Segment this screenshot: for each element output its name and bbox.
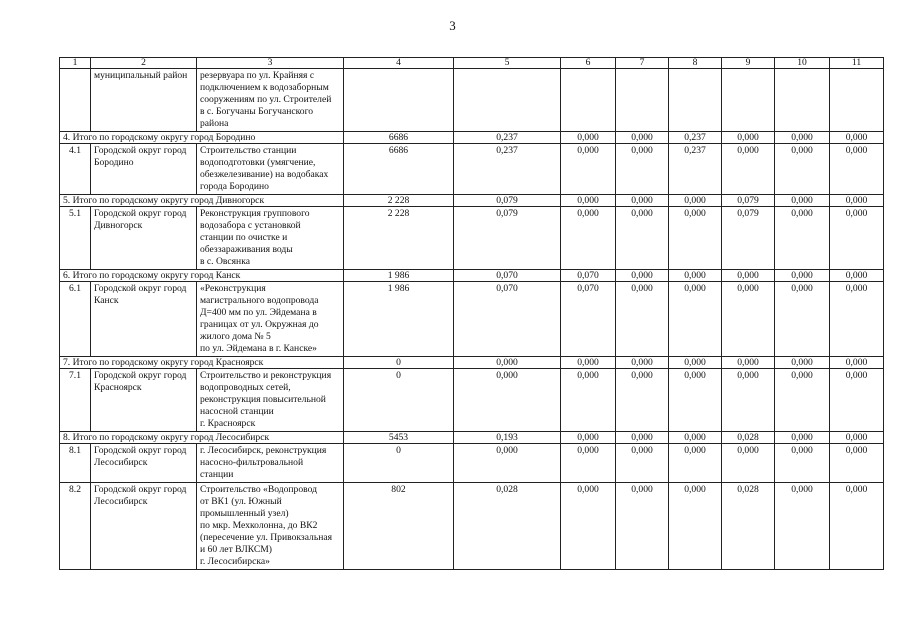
project-line: обезжелезивание) на водобаках bbox=[200, 169, 329, 180]
table-row bbox=[60, 369, 884, 432]
project-line: Строительство и реконструкция bbox=[200, 370, 332, 381]
value-col8: 0,000 bbox=[669, 282, 722, 357]
header-cell: 4 bbox=[344, 58, 454, 69]
value-col11: 0,000 bbox=[830, 357, 884, 369]
item-number: 7.1 bbox=[60, 369, 91, 432]
page-number: 3 bbox=[449, 18, 456, 33]
value-col6: 0,000 bbox=[561, 132, 616, 144]
project-line: реконструкция повысительной bbox=[200, 394, 326, 405]
value-col4: 2 228 bbox=[344, 195, 454, 207]
value-col10: 0,000 bbox=[775, 444, 830, 483]
table-row bbox=[60, 207, 884, 270]
project-line: в с. Овсянка bbox=[200, 256, 250, 267]
project-line: станции bbox=[200, 469, 234, 480]
value-col7: 0,000 bbox=[616, 144, 669, 195]
value-col10: 0,000 bbox=[775, 132, 830, 144]
total-row bbox=[60, 195, 884, 207]
total-row bbox=[60, 270, 884, 282]
header-cell: 9 bbox=[722, 58, 775, 69]
value-col7: 0,000 bbox=[616, 444, 669, 483]
value-col6: 0,000 bbox=[561, 444, 616, 483]
value-col9: 0,028 bbox=[722, 432, 775, 444]
value-col10: 0,000 bbox=[775, 483, 830, 570]
value-col10: 0,000 bbox=[775, 282, 830, 357]
value-col11: 0,000 bbox=[830, 144, 884, 195]
value-col9: 0,000 bbox=[722, 369, 775, 432]
value-col8: 0,237 bbox=[669, 144, 722, 195]
value-col5: 0,079 bbox=[454, 207, 561, 270]
item-number: 8.1 bbox=[60, 444, 91, 483]
municipality-cell: Городской округ город Лесосибирск bbox=[91, 483, 197, 570]
project-line: (пересечение ул. Привокзальная bbox=[200, 532, 332, 543]
project-line: Строительство «Водопровод bbox=[200, 484, 318, 495]
project-line: и 60 лет ВЛКСМ) bbox=[200, 544, 272, 555]
project-line: водоподготовки (умягчение, bbox=[200, 157, 316, 168]
value-col5: 0,237 bbox=[454, 144, 561, 195]
value-col7 bbox=[616, 69, 669, 132]
value-col7: 0,000 bbox=[616, 282, 669, 357]
value-col5: 0,237 bbox=[454, 132, 561, 144]
municipality-cell: Городской округ город Канск bbox=[91, 282, 197, 357]
table-row bbox=[60, 282, 884, 357]
item-number: 4.1 bbox=[60, 144, 91, 195]
program-table bbox=[59, 57, 884, 570]
value-col8: 0,000 bbox=[669, 357, 722, 369]
value-col4: 0 bbox=[344, 444, 454, 483]
value-col10: 0,000 bbox=[775, 432, 830, 444]
value-col5: 0,079 bbox=[454, 195, 561, 207]
project-line: водозабора с установкой bbox=[200, 220, 301, 231]
value-col8: 0,000 bbox=[669, 444, 722, 483]
total-label: 6. Итого по городскому округу город Канск bbox=[60, 270, 344, 282]
value-col7: 0,000 bbox=[616, 132, 669, 144]
value-col7: 0,000 bbox=[616, 432, 669, 444]
value-col5: 0,193 bbox=[454, 432, 561, 444]
value-col9: 0,028 bbox=[722, 483, 775, 570]
value-col11: 0,000 bbox=[830, 483, 884, 570]
value-col5: 0,000 bbox=[454, 369, 561, 432]
value-col9: 0,079 bbox=[722, 195, 775, 207]
value-col5: 0,070 bbox=[454, 282, 561, 357]
value-col10: 0,000 bbox=[775, 195, 830, 207]
value-col9: 0,000 bbox=[722, 132, 775, 144]
value-col11: 0,000 bbox=[830, 282, 884, 357]
value-col9: 0,000 bbox=[722, 144, 775, 195]
value-col6: 0,000 bbox=[561, 207, 616, 270]
value-col4: 0 bbox=[344, 369, 454, 432]
value-col10: 0,000 bbox=[775, 207, 830, 270]
project-line: промышленный узел) bbox=[200, 508, 289, 519]
value-col11: 0,000 bbox=[830, 270, 884, 282]
project-line: г. Красноярск bbox=[200, 418, 256, 429]
project-line: г. Лесосибирска» bbox=[200, 556, 270, 567]
value-col11: 0,000 bbox=[830, 432, 884, 444]
value-col5 bbox=[454, 69, 561, 132]
value-col11 bbox=[830, 69, 884, 132]
municipality-cell: муниципальный район bbox=[91, 69, 197, 132]
project-line: от ВК1 (ул. Южный bbox=[200, 496, 282, 507]
value-col7: 0,000 bbox=[616, 195, 669, 207]
table-row bbox=[60, 444, 884, 483]
value-col11: 0,000 bbox=[830, 132, 884, 144]
value-col5: 0,028 bbox=[454, 483, 561, 570]
table-row bbox=[60, 144, 884, 195]
value-col7: 0,000 bbox=[616, 270, 669, 282]
table-row bbox=[60, 69, 884, 132]
value-col5: 0,000 bbox=[454, 357, 561, 369]
value-col10: 0,000 bbox=[775, 357, 830, 369]
project-line: водопроводных сетей, bbox=[200, 382, 291, 393]
header-cell: 1 bbox=[60, 58, 91, 69]
item-number: 6.1 bbox=[60, 282, 91, 357]
value-col8: 0,237 bbox=[669, 132, 722, 144]
value-col9: 0,000 bbox=[722, 282, 775, 357]
table-body bbox=[60, 58, 884, 570]
value-col9: 0,079 bbox=[722, 207, 775, 270]
value-col10: 0,000 bbox=[775, 369, 830, 432]
header-cell: 3 bbox=[197, 58, 344, 69]
item-number bbox=[60, 69, 91, 132]
value-col5: 0,000 bbox=[454, 444, 561, 483]
total-row bbox=[60, 132, 884, 144]
value-col4 bbox=[344, 69, 454, 132]
value-col6: 0,000 bbox=[561, 432, 616, 444]
total-row bbox=[60, 432, 884, 444]
project-line: сооружениям по ул. Строителей bbox=[200, 94, 332, 105]
header-row bbox=[60, 58, 884, 69]
value-col7: 0,000 bbox=[616, 483, 669, 570]
value-col6: 0,070 bbox=[561, 270, 616, 282]
value-col6: 0,070 bbox=[561, 282, 616, 357]
value-col7: 0,000 bbox=[616, 207, 669, 270]
project-line: района bbox=[200, 118, 229, 129]
value-col11: 0,000 bbox=[830, 369, 884, 432]
total-row bbox=[60, 357, 884, 369]
value-col4: 0 bbox=[344, 357, 454, 369]
total-label: 4. Итого по городскому округу город Бородино bbox=[60, 132, 344, 144]
value-col9: 0,000 bbox=[722, 444, 775, 483]
project-line: магистрального водопровода bbox=[200, 295, 319, 306]
value-col10: 0,000 bbox=[775, 270, 830, 282]
value-col7: 0,000 bbox=[616, 357, 669, 369]
project-line: границах от ул. Окружная до bbox=[200, 319, 319, 330]
project-line: города Бородино bbox=[200, 181, 269, 192]
value-col8: 0,000 bbox=[669, 195, 722, 207]
item-number: 8.2 bbox=[60, 483, 91, 570]
municipality-cell: Городской округ город Дивногорск bbox=[91, 207, 197, 270]
project-line: жилого дома № 5 bbox=[200, 331, 271, 342]
value-col11: 0,000 bbox=[830, 444, 884, 483]
project-cell bbox=[197, 282, 344, 357]
project-line: подключением к водозаборным bbox=[200, 82, 329, 93]
value-col8: 0,000 bbox=[669, 432, 722, 444]
project-line: «Реконструкция bbox=[200, 283, 266, 294]
value-col8 bbox=[669, 69, 722, 132]
value-col4: 802 bbox=[344, 483, 454, 570]
value-col6: 0,000 bbox=[561, 195, 616, 207]
value-col11: 0,000 bbox=[830, 195, 884, 207]
project-line: обеззараживания воды bbox=[200, 244, 293, 255]
header-cell: 7 bbox=[616, 58, 669, 69]
value-col4: 1 986 bbox=[344, 270, 454, 282]
value-col9: 0,000 bbox=[722, 357, 775, 369]
project-line: Строительство станции bbox=[200, 145, 297, 156]
value-col10 bbox=[775, 69, 830, 132]
project-line: по мкр. Мехколонна, до ВК2 bbox=[200, 520, 318, 531]
value-col5: 0,070 bbox=[454, 270, 561, 282]
municipality-cell: Городской округ город Бородино bbox=[91, 144, 197, 195]
project-line: в с. Богучаны Богучанского bbox=[200, 106, 314, 117]
project-line: Д=400 мм по ул. Эйдемана в bbox=[200, 307, 317, 318]
project-line: насосно-фильтровальной bbox=[200, 457, 304, 468]
project-cell bbox=[197, 144, 344, 195]
item-number: 5.1 bbox=[60, 207, 91, 270]
value-col6: 0,000 bbox=[561, 357, 616, 369]
project-line: г. Лесосибирск, реконструкция bbox=[200, 445, 327, 456]
value-col9 bbox=[722, 69, 775, 132]
header-cell: 6 bbox=[561, 58, 616, 69]
value-col8: 0,000 bbox=[669, 270, 722, 282]
project-line: станции по очистке и bbox=[200, 232, 288, 243]
project-cell bbox=[197, 483, 344, 570]
value-col7: 0,000 bbox=[616, 369, 669, 432]
project-line: по ул. Эйдемана в г. Канске» bbox=[200, 343, 317, 354]
table-row bbox=[60, 483, 884, 570]
project-cell bbox=[197, 444, 344, 483]
header-cell: 10 bbox=[775, 58, 830, 69]
value-col8: 0,000 bbox=[669, 369, 722, 432]
value-col8: 0,000 bbox=[669, 483, 722, 570]
municipality-cell: Городской округ город Красноярск bbox=[91, 369, 197, 432]
total-label: 7. Итого по городскому округу город Красноярск bbox=[60, 357, 344, 369]
value-col6: 0,000 bbox=[561, 144, 616, 195]
project-cell bbox=[197, 369, 344, 432]
project-cell bbox=[197, 69, 344, 132]
value-col8: 0,000 bbox=[669, 207, 722, 270]
value-col4: 1 986 bbox=[344, 282, 454, 357]
value-col4: 6686 bbox=[344, 144, 454, 195]
header-cell: 5 bbox=[454, 58, 561, 69]
value-col10: 0,000 bbox=[775, 144, 830, 195]
value-col4: 5453 bbox=[344, 432, 454, 444]
total-label: 8. Итого по городскому округу город Лесосибирск bbox=[60, 432, 344, 444]
header-cell: 11 bbox=[830, 58, 884, 69]
value-col6: 0,000 bbox=[561, 483, 616, 570]
value-col6: 0,000 bbox=[561, 369, 616, 432]
value-col4: 2 228 bbox=[344, 207, 454, 270]
project-line: насосной станции bbox=[200, 406, 274, 417]
value-col6 bbox=[561, 69, 616, 132]
value-col4: 6686 bbox=[344, 132, 454, 144]
total-label: 5. Итого по городскому округу город Дивногорск bbox=[60, 195, 344, 207]
header-cell: 2 bbox=[91, 58, 197, 69]
header-cell: 8 bbox=[669, 58, 722, 69]
project-line: Реконструкция группового bbox=[200, 208, 310, 219]
project-line: резервуара по ул. Крайняя с bbox=[200, 70, 315, 81]
value-col9: 0,000 bbox=[722, 270, 775, 282]
project-cell bbox=[197, 207, 344, 270]
municipality-cell: Городской округ город Лесосибирск bbox=[91, 444, 197, 483]
value-col11: 0,000 bbox=[830, 207, 884, 270]
